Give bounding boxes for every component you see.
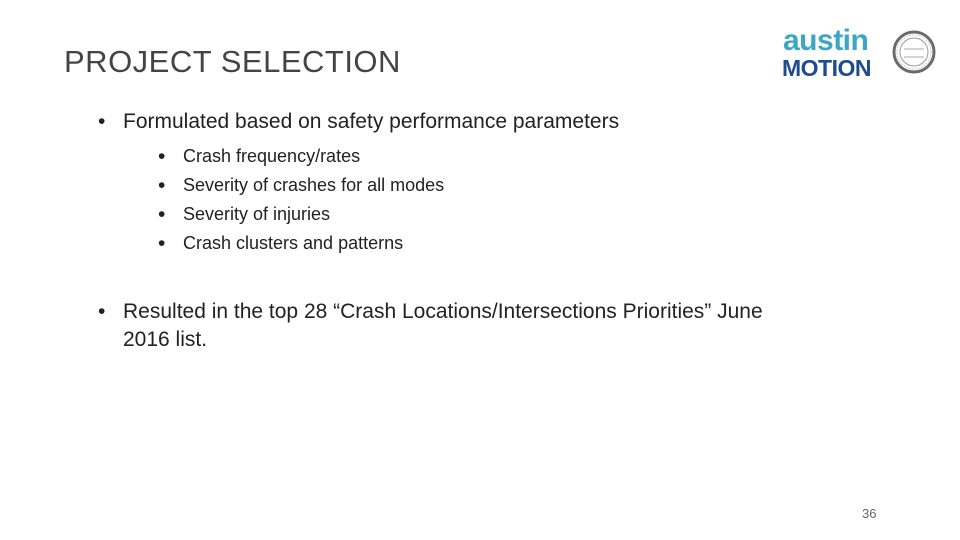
bullet-text: Formulated based on safety performance parameters	[123, 110, 620, 133]
mobility-bond-seal-icon	[892, 30, 936, 74]
sub-bullet-text: Severity of injuries	[183, 204, 331, 224]
sub-bullet-list	[123, 142, 803, 258]
sub-bullet-text: Crash clusters and patterns	[183, 233, 404, 253]
sub-bullet-item: • Severity of crashes for all modes	[158, 174, 445, 197]
sub-bullet-item: • Severity of injuries	[158, 203, 331, 226]
sub-bullet-item: • Crash frequency/rates	[158, 145, 361, 168]
bullet-list	[98, 108, 803, 354]
sub-bullet-item: • Crash clusters and patterns	[158, 232, 404, 255]
bullet-item	[98, 108, 803, 258]
bullet-dot: •	[98, 300, 106, 323]
page-number: 36	[862, 506, 877, 521]
bullet-text: Resulted in the top 28 “Crash Locations/Intersections Priorities” June 2016 list.	[123, 300, 763, 351]
logo-motion-text: MOTION	[782, 55, 871, 81]
logo-austin-text: austin	[783, 24, 869, 57]
sub-bullet-text: Severity of crashes for all modes	[183, 175, 445, 195]
bullet-item	[98, 298, 803, 354]
austin-motion-logo	[780, 24, 930, 81]
bullet-dot: •	[98, 110, 106, 133]
sub-bullet-text: Crash frequency/rates	[183, 146, 361, 166]
slide-title: PROJECT SELECTION	[64, 44, 401, 79]
